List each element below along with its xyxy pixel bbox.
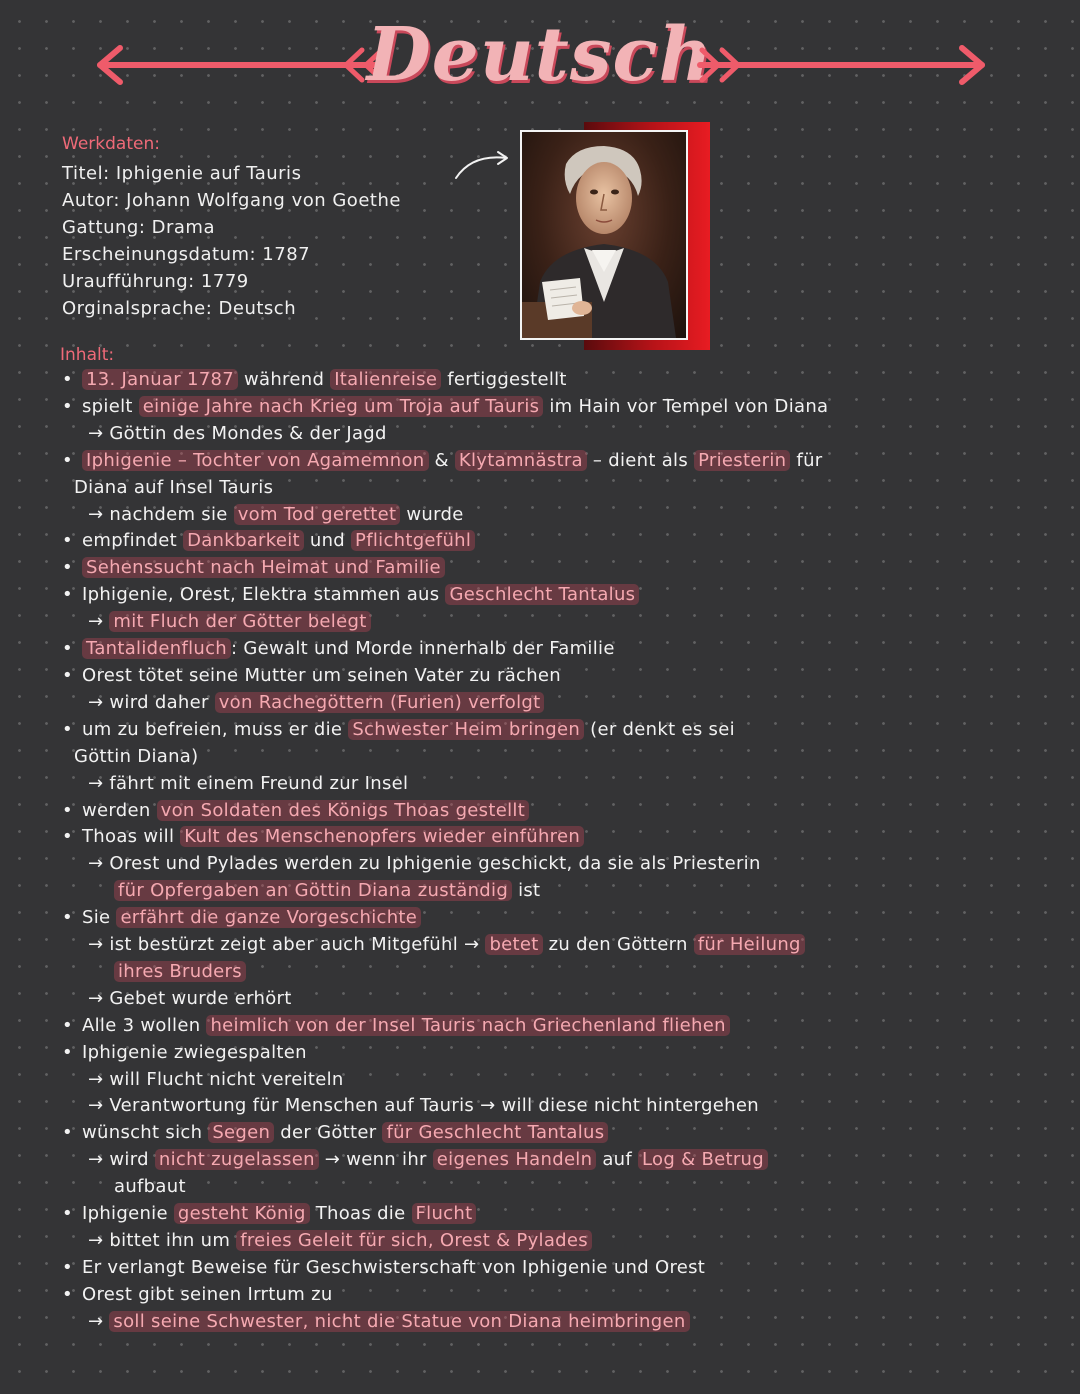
bullet-item [60,824,1020,851]
highlighted-text: Sehenssucht nach Heimat und Familie [82,557,445,578]
highlighted-text: nicht zugelassen [155,1149,319,1170]
highlighted-text: Klytamnästra [455,450,587,471]
bullet-sub-line [60,475,1020,502]
line-text: aufbaut [114,1176,186,1198]
bullet-item [60,528,1020,555]
highlighted-text: Pflichtgefühl [351,530,475,551]
line-text: Thoas die [309,1203,412,1225]
line-text: → bittet ihn um [88,1230,237,1251]
highlighted-text: einige Jahre nach Krieg um Troja auf Tauris [139,396,544,417]
bullet-sub-line [60,1228,1020,1255]
werkdaten-title: Werkdaten: [62,134,160,154]
bullet-sub-line [60,1093,1020,1120]
bullet-sub-line [60,1067,1020,1094]
werkdaten-row: Uraufführung: 1779 [62,271,249,292]
highlighted-text: mit Fluch der Götter belegt [109,611,370,632]
highlighted-text: für Opfergaben an Göttin Diana zuständig [114,880,512,901]
line-text: Iphigenie zwiegespalten [82,1041,307,1063]
line-text: Alle 3 wollen [82,1014,207,1036]
line-text: wünscht sich [82,1122,209,1144]
line-text: → nachdem sie [88,503,234,525]
line-text: → Göttin des Mondes & der Jagd [88,422,387,444]
line-text: während [237,369,331,390]
highlighted-text: Log & Betrug [638,1149,768,1170]
werkdaten-row: Autor: Johann Wolfgang von Goethe [62,190,401,211]
line-text: (er denkt es sei [584,718,735,740]
line-text: → ist bestürzt zeigt aber auch Mitgefühl → [88,934,486,956]
werkdaten-row: Titel: Iphigenie auf Tauris [62,163,302,184]
inhalt-list [60,367,1020,1336]
line-text: und [303,530,352,552]
line-text: → wird daher [88,691,215,713]
bullet-sub-line [60,851,1020,878]
line-text: → Verantwortung für Menschen auf Tauris → will diese nicht hintergehen [88,1095,759,1117]
page-title: Deutsch [366,12,714,98]
highlighted-text: Schwester Heim bringen [348,719,584,740]
highlighted-text: betet [485,934,542,955]
highlighted-text: soll seine Schwester, nicht die Statue von Diana heimbringen [109,1311,689,1332]
highlighted-text: Tantalidenfluch [82,638,231,659]
line-text: für [790,449,823,471]
bullet-item [60,1013,1020,1040]
line-text: Er verlangt Beweise für Geschwisterschaft von Iphigenie und Orest [82,1256,706,1278]
inhalt-title: Inhalt: [60,345,115,365]
bullet-item [60,394,1020,421]
bullet-sub-line [60,986,1020,1013]
bullet-sub-line [60,744,1020,771]
line-text: → wird [88,1149,155,1171]
highlighted-text: Iphigenie – Tochter von Agamemnon [82,450,429,471]
bullet-sub-line [60,609,1020,636]
bullet-item [60,1201,1020,1228]
highlighted-text: Priesterin [694,450,790,471]
line-text: wurde [400,503,464,525]
line-text: fertiggestellt [441,369,567,390]
curved-arrow-icon [452,148,514,184]
highlighted-text: Flucht [412,1203,477,1224]
inhalt-section [60,343,1020,1336]
werkdaten-row: Gattung: Drama [62,217,215,238]
highlighted-text: gesteht König [174,1203,310,1224]
bullet-item [60,582,1020,609]
portrait-frame [520,122,710,350]
bullet-sub-line [60,690,1020,717]
line-text: ist [512,880,541,902]
line-text: Göttin Diana) [74,745,199,767]
line-text: → fährt mit einem Freund zur Insel [88,772,409,794]
line-text: – dient als [586,449,695,471]
line-text: → will Flucht nicht vereiteln [88,1068,344,1090]
werkdaten-section [62,132,502,322]
bullet-item [60,448,1020,475]
bullet-item [60,367,1020,394]
highlighted-text: vom Tod gerettet [234,504,401,525]
bullet-item [60,1120,1020,1147]
line-text: → Orest und Pylades werden zu Iphigenie geschickt, da sie als Priesterin [88,853,761,875]
line-text: um zu befreien, muss er die [82,718,349,740]
line-text: Orest tötet seine Mutter um seinen Vater zu rächen [82,664,562,686]
line-text: im Hain vor Tempel von Diana [543,395,829,417]
bullet-sub-line [60,771,1020,798]
line-text: Sie [82,907,117,929]
bullet-item [60,905,1020,932]
line-text: → wenn ihr [318,1149,433,1171]
highlighted-text: heimlich von der Insel Tauris nach Griechenland fliehen [206,1015,729,1036]
highlighted-text: Segen [208,1122,274,1143]
highlighted-text: erfährt die ganze Vorgeschichte [116,907,421,928]
highlighted-text: freies Geleit für sich, Orest & Pylades [236,1230,592,1251]
bullet-sub-line [60,959,1020,986]
line-text: empfindet [82,530,184,552]
bullet-sub-line [60,932,1020,959]
highlighted-text: 13. Januar 1787 [82,369,238,390]
line-text: Iphigenie [82,1203,174,1225]
line-text: Diana auf Insel Tauris [74,476,274,498]
werkdaten-row: Erscheinungsdatum: 1787 [62,244,311,265]
line-text: zu den Göttern [542,934,694,956]
line-text: der Götter [274,1122,383,1144]
highlighted-text: eigenes Handeln [433,1149,597,1170]
bullet-sub-line [60,421,1020,448]
line-text: : Gewalt und Morde innerhalb der Familie [231,638,615,660]
highlighted-text: Geschlecht Tantalus [445,584,639,605]
line-text: → Gebet wurde erhört [88,987,292,1009]
bullet-item [60,1282,1020,1309]
page-header [0,0,1080,120]
bullet-sub-line [60,878,1020,905]
bullet-item [60,1255,1020,1282]
line-text: → [88,611,110,633]
highlighted-text: ihres Bruders [114,961,246,982]
bullet-item [60,663,1020,690]
bullet-sub-line [60,1147,1020,1174]
werkdaten-row: Orginalsprache: Deutsch [62,298,297,319]
bullet-item [60,555,1020,582]
line-text: Orest gibt seinen Irrtum zu [82,1283,333,1305]
line-text: auf [596,1149,639,1171]
arrow-right-icon [690,40,990,90]
line-text: werden [82,799,157,821]
line-text: & [428,449,455,471]
bullet-sub-line [60,1174,1020,1201]
highlighted-text: von Rachegöttern (Furien) verfolgt [215,692,545,713]
bullet-item [60,636,1020,663]
line-text: spielt [82,395,139,417]
bullet-sub-line [60,1309,1020,1336]
bullet-sub-line [60,502,1020,529]
highlighted-text: für Heilung [694,934,805,955]
bullet-item [60,798,1020,825]
highlighted-text: Italienreise [330,369,441,390]
highlighted-text: von Soldaten des Königs Thoas gestellt [157,800,529,821]
line-text: Iphigenie, Orest, Elektra stammen aus [82,584,446,606]
highlighted-text: für Geschlecht Tantalus [382,1122,608,1143]
highlighted-text: Kult des Menschenopfers wieder einführen [180,826,584,847]
bullet-item [60,1040,1020,1067]
line-text: → [88,1310,110,1332]
bullet-item [60,717,1020,744]
highlighted-text: Dankbarkeit [183,530,304,551]
line-text: Thoas will [82,826,181,848]
portrait-goethe-icon [520,130,688,340]
